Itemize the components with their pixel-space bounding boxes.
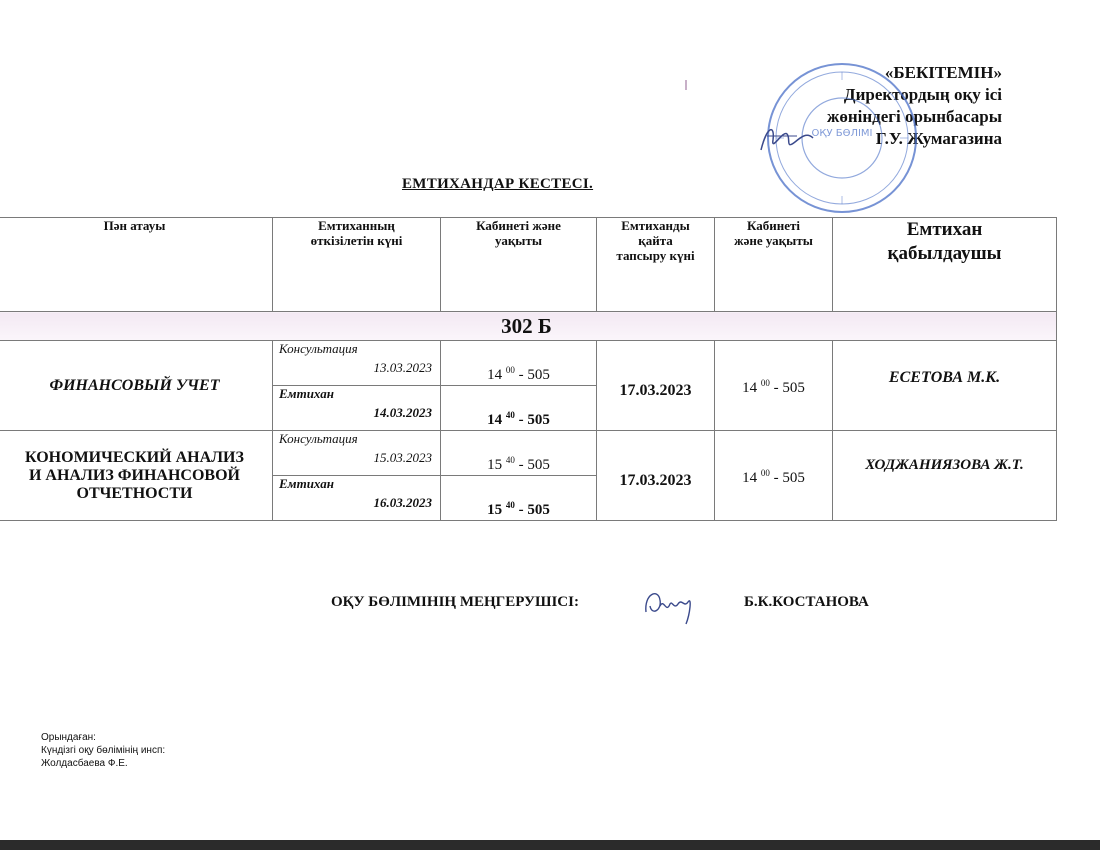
deputy-signature-icon	[757, 120, 817, 158]
approval-heading: «БЕКІТЕМІН»	[884, 63, 1002, 82]
exam-time: 15 $^{40}$ - 505	[441, 476, 597, 521]
retake-date: 17.03.2023	[597, 341, 715, 431]
group-label: 302 Б	[0, 312, 1057, 341]
table-row	[0, 431, 1057, 476]
exam-cell: Емтихан 14.03.2023	[273, 386, 441, 431]
prepared-by-block	[41, 731, 165, 770]
subject-cell: КОНОМИЧЕСКИЙ АНАЛИЗ И АНАЛИЗ ФИНАНСОВОЙ ОТЧЕТНОСТИ	[0, 431, 273, 521]
group-row	[0, 312, 1057, 341]
table-row	[0, 341, 1057, 386]
prepared-label: Орындаған:	[41, 732, 96, 743]
approval-signer: Г.У. Жумагазина	[875, 129, 1002, 148]
chief-label: ОҚУ БӨЛІМІНІҢ МЕҢГЕРУШІСІ:	[331, 594, 579, 610]
retake-date: 17.03.2023	[597, 431, 715, 521]
examiner-name: ХОДЖАНИЯЗОВА Ж.Т.	[833, 431, 1057, 521]
examiner-name: ЕСЕТОВА М.К.	[833, 341, 1057, 431]
exam-time: 14 $^{40}$ - 505	[441, 386, 597, 431]
subject-cell: ФИНАНСОВЫЙ УЧЕТ	[0, 341, 273, 431]
header-room-time-2: Кабинеті және уақыты	[715, 218, 833, 312]
scan-edge-bar	[0, 840, 1100, 850]
exam-cell: Емтихан 16.03.2023	[273, 476, 441, 521]
approval-position-1: Директордың оқу ісі	[843, 85, 1002, 104]
table-header-row	[0, 218, 1057, 312]
consultation-time: 14 $^{00}$ - 505	[441, 341, 597, 386]
retake-time: 14 $^{00}$ - 505	[715, 341, 833, 431]
retake-time: 14 $^{00}$ - 505	[715, 431, 833, 521]
header-examiner: Емтихан қабылдаушы	[833, 218, 1057, 312]
chief-name: Б.К.КОСТАНОВА	[744, 594, 869, 610]
prepared-name: Жолдасбаева Ф.Е.	[41, 758, 128, 769]
consultation-cell: Консультация 15.03.2023	[273, 431, 441, 476]
header-room-time: Кабинеті және уақыты	[441, 218, 597, 312]
page-title: ЕМТИХАНДАР КЕСТЕСІ.	[402, 176, 594, 192]
scan-speck-icon	[684, 78, 690, 94]
consultation-time: 15 $^{40}$ - 505	[441, 431, 597, 476]
prepared-position: Күндізгі оқу бөлімінің инсп:	[41, 745, 166, 756]
header-subject: Пән атауы	[0, 218, 273, 312]
stamp-center-text: ОҚУ БӨЛІМІ	[811, 128, 873, 139]
consultation-cell: Консультация 13.03.2023	[273, 341, 441, 386]
header-exam-date: Емтиханның өткізілетін күні	[273, 218, 441, 312]
approval-position-2: жөніндегі орынбасары	[827, 107, 1002, 126]
header-retake-date: Емтиханды қайта тапсыру күні	[597, 218, 715, 312]
exam-schedule-table	[0, 217, 1057, 521]
chief-signature-icon	[640, 584, 704, 626]
